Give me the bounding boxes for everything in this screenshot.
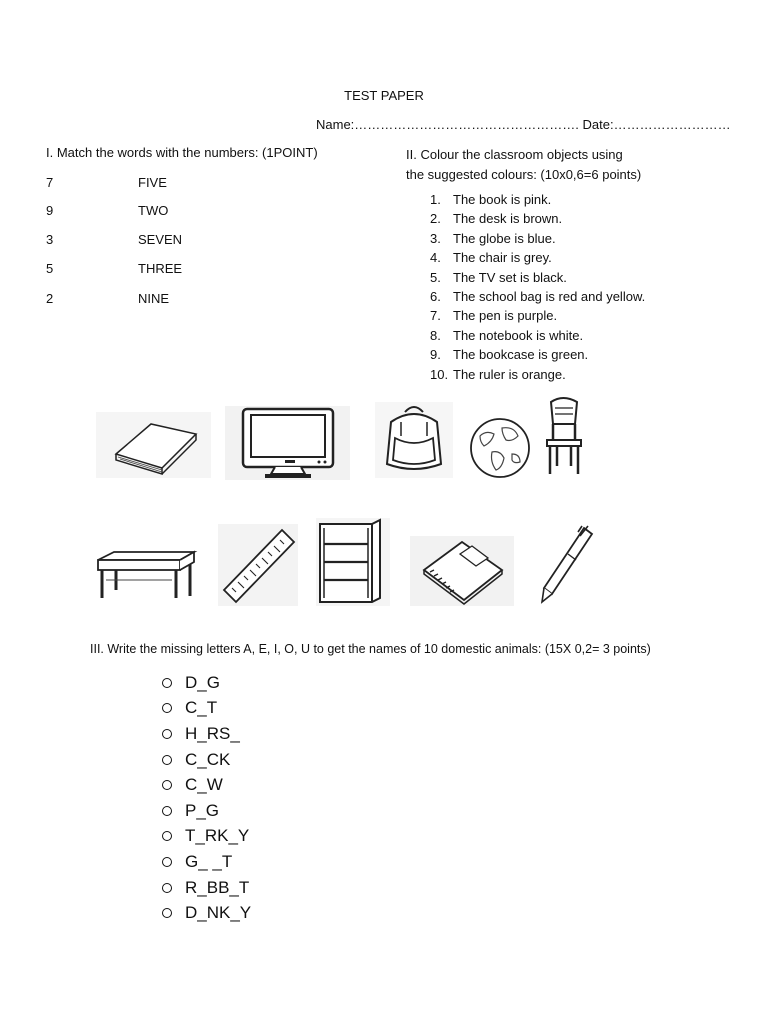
match-number: 2 bbox=[46, 291, 54, 306]
colour-item bbox=[430, 308, 645, 327]
colour-item bbox=[430, 328, 645, 347]
circle-bullet-icon bbox=[162, 678, 172, 688]
animal-blank-word: G_ _T bbox=[185, 851, 233, 871]
list-item bbox=[160, 875, 251, 901]
item-number: 8. bbox=[430, 327, 441, 343]
item-text: The ruler is orange. bbox=[453, 366, 566, 382]
bookcase-icon bbox=[316, 518, 390, 606]
tv-icon bbox=[225, 406, 350, 480]
item-number: 2. bbox=[430, 211, 441, 227]
colour-list bbox=[430, 192, 645, 386]
item-number: 6. bbox=[430, 288, 441, 304]
circle-bullet-icon bbox=[162, 857, 172, 867]
list-item bbox=[160, 849, 251, 875]
match-word: FIVE bbox=[138, 175, 167, 190]
school-bag-icon bbox=[375, 402, 453, 478]
section1-heading: I. Match the words with the numbers: (1POINT) bbox=[46, 145, 318, 160]
item-number: 4. bbox=[430, 250, 441, 266]
colour-item bbox=[430, 270, 645, 289]
animal-blank-word: C_CK bbox=[185, 749, 231, 769]
circle-bullet-icon bbox=[162, 729, 172, 739]
animal-blank-word: D_G bbox=[185, 672, 220, 692]
item-text: The notebook is white. bbox=[453, 327, 584, 343]
match-word: SEVEN bbox=[138, 232, 183, 247]
colour-item bbox=[430, 367, 645, 386]
list-item bbox=[160, 747, 251, 773]
animal-blank-word: C_W bbox=[185, 775, 223, 795]
item-number: 3. bbox=[430, 230, 441, 246]
colour-item bbox=[430, 250, 645, 269]
item-number: 5. bbox=[430, 269, 441, 285]
item-text: The book is pink. bbox=[453, 192, 552, 207]
match-number: 7 bbox=[46, 175, 54, 190]
list-item bbox=[160, 824, 251, 850]
name-date-line: Name:……………………………………………. Date:……………………… bbox=[316, 117, 731, 132]
animal-blank-word: C_T bbox=[185, 698, 218, 718]
item-text: The TV set is black. bbox=[453, 269, 567, 285]
animal-blank-word: P_G bbox=[185, 800, 220, 820]
item-text: The desk is brown. bbox=[453, 211, 563, 227]
animal-blank-word: R_BB_T bbox=[185, 877, 250, 897]
match-number: 3 bbox=[46, 232, 54, 247]
item-text: The bookcase is green. bbox=[453, 347, 589, 363]
notebook-icon bbox=[410, 536, 514, 606]
desk-icon bbox=[96, 550, 196, 602]
animal-blank-word: D_NK_Y bbox=[185, 903, 252, 923]
colour-item bbox=[430, 231, 645, 250]
item-number: 1. bbox=[430, 192, 441, 207]
item-number: 9. bbox=[430, 347, 441, 363]
ruler-icon bbox=[218, 524, 298, 606]
section3-heading: III. Write the missing letters A, E, I, O, U to get the names of 10 domestic animals: (15X 0,2= 3 points) bbox=[90, 642, 651, 656]
page-title: TEST PAPER bbox=[344, 88, 424, 103]
item-text: The school bag is red and yellow. bbox=[453, 288, 646, 304]
colour-item bbox=[430, 289, 645, 308]
item-text: The pen is purple. bbox=[453, 308, 558, 324]
colour-item bbox=[430, 192, 645, 211]
list-item bbox=[160, 696, 251, 722]
match-word: THREE bbox=[138, 261, 183, 276]
match-number: 9 bbox=[46, 203, 54, 218]
list-item bbox=[160, 670, 251, 696]
item-text: The globe is blue. bbox=[453, 230, 556, 246]
circle-bullet-icon bbox=[162, 780, 172, 790]
animal-list bbox=[160, 670, 251, 926]
match-number: 5 bbox=[46, 261, 54, 276]
book-icon bbox=[96, 412, 211, 478]
circle-bullet-icon bbox=[162, 883, 172, 893]
colour-item bbox=[430, 347, 645, 366]
item-text: The chair is grey. bbox=[453, 250, 552, 266]
list-item bbox=[160, 798, 251, 824]
animal-blank-word: T_RK_Y bbox=[185, 826, 250, 846]
list-item bbox=[160, 900, 251, 926]
section2-heading-line1: II. Colour the classroom objects using bbox=[406, 147, 623, 162]
match-word: TWO bbox=[138, 203, 169, 218]
circle-bullet-icon bbox=[162, 831, 172, 841]
chair-icon bbox=[543, 396, 585, 478]
section2-heading bbox=[406, 145, 706, 185]
animal-blank-word: H_RS_ bbox=[185, 723, 240, 743]
globe-icon bbox=[466, 416, 534, 480]
list-item bbox=[160, 721, 251, 747]
circle-bullet-icon bbox=[162, 703, 172, 713]
section2-heading-line2: the suggested colours: (10x0,6=6 points) bbox=[406, 167, 642, 182]
list-item bbox=[160, 772, 251, 798]
match-word: NINE bbox=[138, 291, 170, 306]
item-number: 7. bbox=[430, 308, 441, 324]
circle-bullet-icon bbox=[162, 755, 172, 765]
pen-icon bbox=[538, 524, 598, 606]
circle-bullet-icon bbox=[162, 806, 172, 816]
item-number: 10. bbox=[430, 366, 449, 382]
circle-bullet-icon bbox=[162, 908, 172, 918]
colour-item bbox=[430, 211, 645, 230]
